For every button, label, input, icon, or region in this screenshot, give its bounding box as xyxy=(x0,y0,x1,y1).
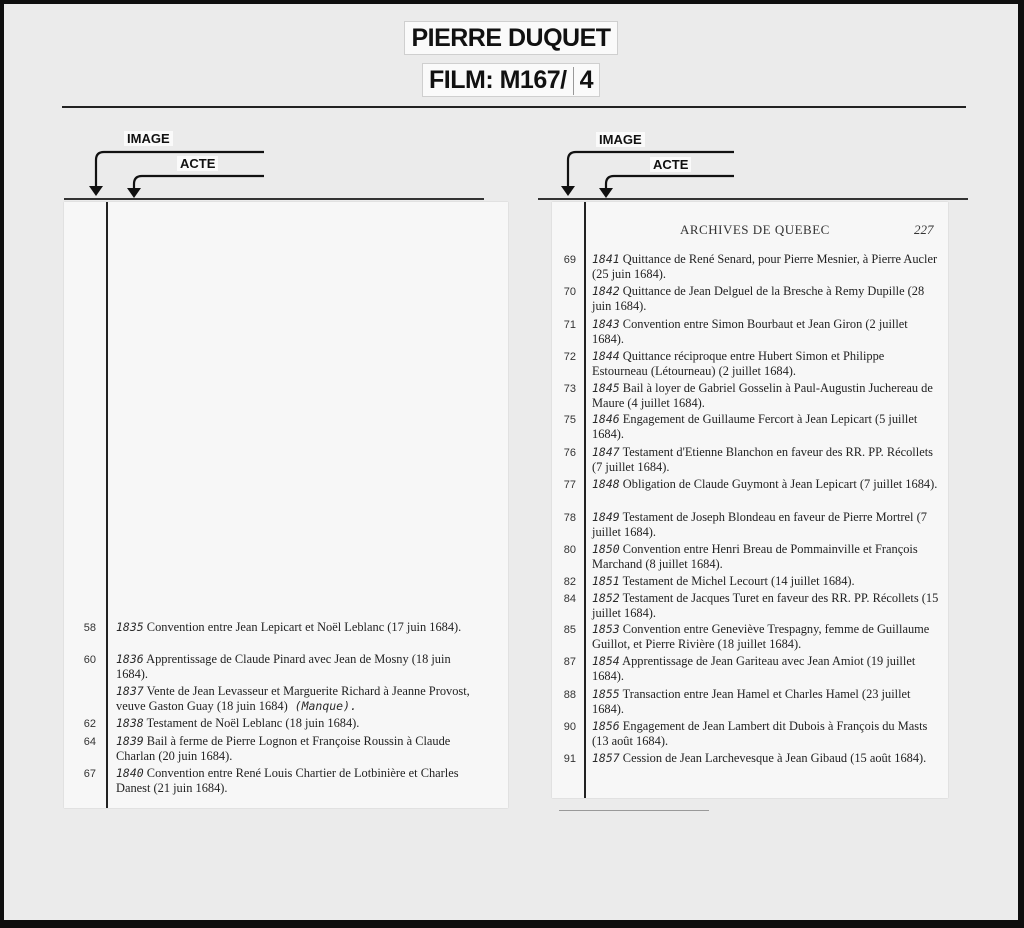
entry-text: Quittance de Jean Delguel de la Bresche à Remy Dupille (28 juin 1684). xyxy=(592,284,925,313)
acte-number: 1842 xyxy=(592,284,620,298)
acte-number: 1857 xyxy=(592,751,620,765)
image-number: 73 xyxy=(563,383,576,395)
acte-number: 1853 xyxy=(592,622,620,636)
entry-text: Convention entre Henri Breau de Pommainville et François Marchand (8 juillet 1684). xyxy=(592,542,918,571)
page-number: 227 xyxy=(914,222,934,237)
register-entry xyxy=(83,766,476,796)
film-label: FILM: M167/ xyxy=(429,66,567,94)
register-entry xyxy=(563,542,940,572)
register-entry xyxy=(116,684,476,714)
page-edge-mark xyxy=(559,810,709,811)
film-reel: 4 xyxy=(579,66,593,94)
image-number: 71 xyxy=(563,319,576,331)
register-entry xyxy=(83,734,476,764)
acte-number: 1849 xyxy=(592,510,620,524)
entry-text: Convention entre Geneviève Trespagny, femme de Guillaume Guillot, et Pierre Rivière (18 juillet 1684). xyxy=(592,622,930,651)
image-number: 78 xyxy=(563,512,576,524)
image-number: 60 xyxy=(83,654,96,666)
record-title xyxy=(4,24,1018,53)
entry-text: Transaction entre Jean Hamel et Charles Hamel (23 juillet 1684). xyxy=(592,687,911,716)
entry-text: Obligation de Claude Guymont à Jean Lepicart (7 juillet 1684). xyxy=(619,477,938,491)
register-entry xyxy=(563,510,940,540)
entry-text: Engagement de Guillaume Fercort à Jean Lepicart (5 juillet 1684). xyxy=(592,412,918,441)
entry-text: Apprentissage de Jean Gariteau avec Jean Amiot (19 juillet 1684). xyxy=(592,654,916,683)
entry-text: Testament de Michel Lecourt (14 juillet 1684). xyxy=(619,574,855,588)
header-rule xyxy=(62,106,966,108)
register-entry xyxy=(563,477,940,492)
right-gutter-line xyxy=(584,202,586,798)
image-number: 90 xyxy=(563,721,576,733)
register-entry xyxy=(563,445,940,475)
acte-number: 1848 xyxy=(592,477,620,491)
image-number: 67 xyxy=(83,768,96,780)
entry-text: Bail à ferme de Pierre Lognon et Françoise Roussin à Claude Charlan (20 juin 1684). xyxy=(116,734,451,763)
image-number: 62 xyxy=(83,718,96,730)
register-entry xyxy=(83,620,476,635)
right-register-page xyxy=(552,202,948,798)
image-number: 87 xyxy=(563,656,576,668)
image-number: 85 xyxy=(563,624,576,636)
image-number: 75 xyxy=(563,414,576,426)
acte-number: 1845 xyxy=(592,381,620,395)
image-number: 91 xyxy=(563,753,576,765)
entry-text: Testament de Jacques Turet en faveur des RR. PP. Récollets (15 juillet 1684). xyxy=(592,591,939,620)
left-gutter-line xyxy=(106,202,108,808)
acte-number: 1847 xyxy=(592,445,620,459)
image-number: 88 xyxy=(563,689,576,701)
page-running-title: ARCHIVES DE QUEBEC xyxy=(680,222,830,237)
register-entry xyxy=(563,412,940,442)
entry-text: Vente de Jean Levasseur et Marguerite Richard à Jeanne Provost, veuve Gaston Guay (18 juin 1684) xyxy=(116,684,470,713)
register-entry xyxy=(563,349,940,379)
acte-number: 1838 xyxy=(116,716,144,730)
image-number: 69 xyxy=(563,254,576,266)
register-entry xyxy=(563,252,940,282)
register-entry xyxy=(563,719,940,749)
image-number: 70 xyxy=(563,286,576,298)
entry-text: Quittance réciproque entre Hubert Simon et Philippe Estourneau (Létourneau) (2 juillet 1684). xyxy=(592,349,885,378)
acte-number: 1841 xyxy=(592,252,620,266)
register-entry xyxy=(563,654,940,684)
entry-text: Quittance de René Senard, pour Pierre Mesnier, à Pierre Aucler (25 juin 1684). xyxy=(592,252,938,281)
entry-text: Bail à loyer de Gabriel Gosselin à Paul-Augustin Juchereau de Maure (4 juillet 1684). xyxy=(592,381,933,410)
left-register-page xyxy=(64,202,508,808)
image-number: 84 xyxy=(563,593,576,605)
image-number: 58 xyxy=(83,622,96,634)
right-image-label: IMAGE xyxy=(596,132,645,147)
register-entry xyxy=(563,751,940,766)
image-number: 77 xyxy=(563,479,576,491)
acte-number: 1855 xyxy=(592,687,620,701)
handwritten-note: (Manque). xyxy=(287,699,357,713)
image-number: 76 xyxy=(563,447,576,459)
acte-number: 1850 xyxy=(592,542,620,556)
entry-text: Apprentissage de Claude Pinard avec Jean de Mosny (18 juin 1684). xyxy=(116,652,451,681)
register-entry xyxy=(563,284,940,314)
acte-number: 1837 xyxy=(116,684,144,698)
image-number: 64 xyxy=(83,736,96,748)
acte-number: 1844 xyxy=(592,349,620,363)
entry-text: Testament d'Etienne Blanchon en faveur des RR. PP. Récollets (7 juillet 1684). xyxy=(592,445,933,474)
acte-number: 1852 xyxy=(592,591,620,605)
entry-text: Convention entre Jean Lepicart et Noël Leblanc (17 juin 1684). xyxy=(143,620,462,634)
acte-number: 1851 xyxy=(592,574,620,588)
acte-number: 1846 xyxy=(592,412,620,426)
entry-text: Cession de Jean Larchevesque à Jean Gibaud (15 août 1684). xyxy=(619,751,927,765)
acte-number: 1839 xyxy=(116,734,144,748)
entry-text: Convention entre Simon Bourbaut et Jean Giron (2 juillet 1684). xyxy=(592,317,908,346)
image-number: 82 xyxy=(563,576,576,588)
left-acte-label: ACTE xyxy=(177,156,218,171)
register-entry xyxy=(563,381,940,411)
acte-number: 1854 xyxy=(592,654,620,668)
entry-text: Engagement de Jean Lambert dit Dubois à François du Masts (13 août 1684). xyxy=(592,719,928,748)
entry-text: Testament de Joseph Blondeau en faveur de Pierre Mortrel (7 juillet 1684). xyxy=(592,510,927,539)
register-entry xyxy=(83,716,476,731)
register-entry xyxy=(83,652,476,682)
image-number: 72 xyxy=(563,351,576,363)
entry-text: Convention entre René Louis Chartier de Lotbinière et Charles Danest (21 juin 1684). xyxy=(116,766,459,795)
acte-number: 1843 xyxy=(592,317,620,331)
image-number: 80 xyxy=(563,544,576,556)
acte-number: 1836 xyxy=(116,652,144,666)
film-reference xyxy=(4,66,1018,95)
acte-number: 1840 xyxy=(116,766,144,780)
entry-text: Testament de Noël Leblanc (18 juin 1684). xyxy=(143,716,360,730)
microfilm-sheet xyxy=(4,4,1018,920)
right-acte-label: ACTE xyxy=(650,157,691,172)
title-text: PIERRE DUQUET xyxy=(404,21,617,55)
acte-number: 1835 xyxy=(116,620,144,634)
register-entry xyxy=(563,574,940,589)
left-image-label: IMAGE xyxy=(124,131,173,146)
register-entry xyxy=(563,591,940,621)
register-entry xyxy=(563,687,940,717)
register-entry xyxy=(563,317,940,347)
acte-number: 1856 xyxy=(592,719,620,733)
register-entry xyxy=(563,622,940,652)
